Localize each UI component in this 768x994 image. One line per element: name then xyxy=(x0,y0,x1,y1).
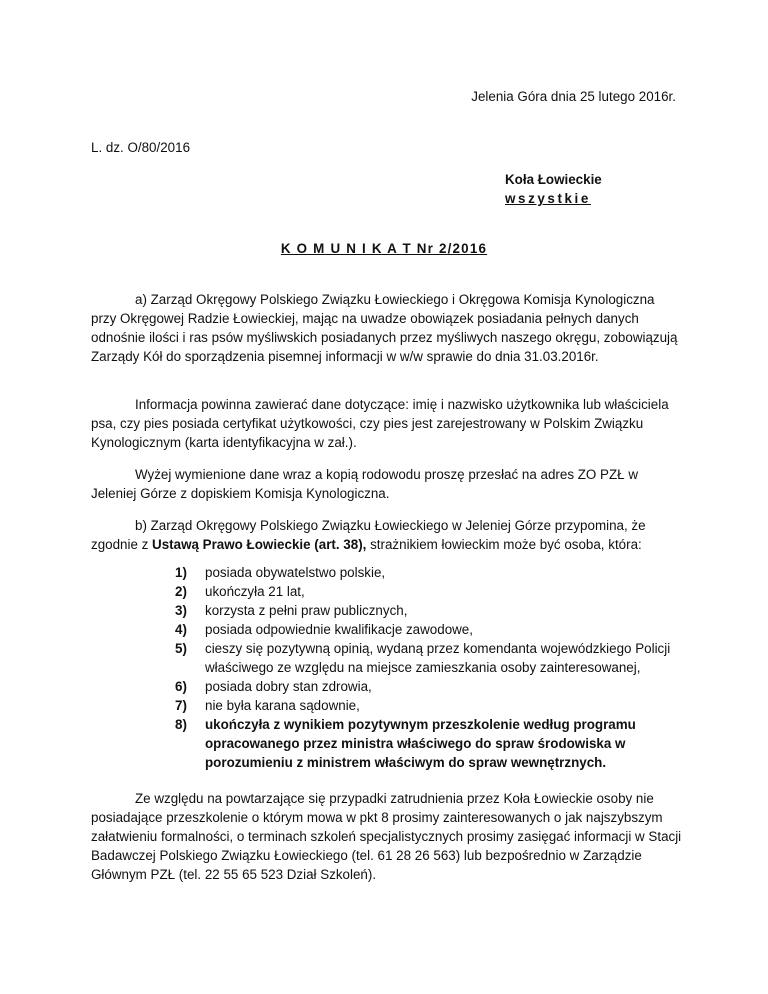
paragraph-4 xyxy=(91,516,683,554)
paragraph-3 xyxy=(91,465,683,503)
list-item-text: ukończyła 21 lat, xyxy=(205,584,305,599)
paragraph-2 xyxy=(91,395,683,452)
list-item xyxy=(175,715,675,772)
list-item xyxy=(175,601,675,620)
list-item xyxy=(175,620,675,639)
list-item-number: 7) xyxy=(175,698,187,713)
list-item-text: cieszy się pozytywną opinią, wydaną przez komendanta wojewódzkiego Policji właściwego ze względu na miejsce zamieszkania osoby zainteresowanej, xyxy=(205,641,671,675)
list-item xyxy=(175,677,675,696)
list-item-number: 3) xyxy=(175,603,187,618)
paragraph-2-text: Informacja powinna zawierać dane dotyczące: imię i nazwisko użytkownika lub właściciela psa, czy pies posiada certyfikat użytkowości, czy pies jest zarejestrowany w Polskim Związku Kynologicznym (karta identyfikacyjna w zał.). xyxy=(91,397,669,450)
addressee-line1: Koła Łowieckie xyxy=(505,172,602,187)
paragraph-4-text xyxy=(91,516,683,554)
paragraph-5 xyxy=(91,789,683,884)
title-text: K O M U N I K A T Nr 2/2016 xyxy=(280,241,488,256)
list-item-number: 4) xyxy=(175,622,187,637)
reference-number: L. dz. O/80/2016 xyxy=(91,140,191,155)
paragraph-3-text: Wyżej wymienione dane wraz a kopią rodowodu proszę przesłać na adres ZO PZŁ w Jeleniej Górze z dopiskiem Komisja Kynologiczna. xyxy=(91,467,639,501)
list-item-text: ukończyła z wynikiem pozytywnym przeszkolenie według programu opracowanego przez ministra właściwego do spraw środowiska w porozumieniu z ministrem właściwym do spraw wewnętrznych. xyxy=(205,717,636,770)
list-item-text: posiada obywatelstwo polskie, xyxy=(205,565,386,580)
paragraph-4-start: b) Zarząd Okręgowy Polskiego Związku Łowieckiego w Jeleniej Górze przypomina, że zgodnie z xyxy=(91,518,646,552)
document-title xyxy=(0,239,768,258)
addressee-line2: wszystkie xyxy=(505,191,591,206)
list-item-text: posiada odpowiednie kwalifikacje zawodowe, xyxy=(205,622,473,637)
paragraph-4-end: strażnikiem łowieckim może być osoba, która: xyxy=(366,537,642,552)
list-item-number: 2) xyxy=(175,584,187,599)
paragraph-5-text: Ze względu na powtarzające się przypadki zatrudnienia przez Koła Łowieckie osoby nie posiadające przeszkolenie o którym mowa w pkt 8 prosimy zainteresowanych o jak najszybszym załatwieniu formalności, o terminach szkoleń specjalistycznych prosimy zasięgać informacji w Stacji Badawczej Polskiego Związku Łowieckiego (tel. 61 28 26 563) lub bezpośrednio w Zarządzie Głównym PZŁ (tel. 22 55 65 523 Dział Szkoleń). xyxy=(91,791,682,882)
list-item-text: nie była karana sądownie, xyxy=(205,698,360,713)
list-item-text: posiada dobry stan zdrowia, xyxy=(205,679,372,694)
list-item xyxy=(175,563,675,582)
paragraph-1-text: a) Zarząd Okręgowy Polskiego Związku Łowieckiego i Okręgowa Komisja Kynologiczna przy Okręgowej Radzie Łowieckiej, mając na uwadze obowiązek posiadania pełnych danych odnośnie ilości i ras psów myśliwskich posiadanych przez myśliwych naszego okręgu, zobowiązują Zarządy Kół do sporządzenia pisemnej informacji w w/w sprawie do dnia 31.03.2016r. xyxy=(91,292,678,364)
date-line: Jelenia Góra dnia 25 lutego 2016r. xyxy=(471,89,676,104)
list-item xyxy=(175,582,675,601)
list-item xyxy=(175,639,675,677)
paragraph-1 xyxy=(91,290,683,366)
list-item-number: 1) xyxy=(175,565,187,580)
requirements-list xyxy=(175,563,675,772)
list-item-number: 6) xyxy=(175,679,187,694)
list-item-number: 5) xyxy=(175,641,187,656)
law-reference: Ustawą Prawo Łowieckie (art. 38), xyxy=(152,537,367,552)
list-item-text: korzysta z pełni praw publicznych, xyxy=(205,603,408,618)
list-item-number: 8) xyxy=(175,717,187,732)
list-item xyxy=(175,696,675,715)
addressee xyxy=(505,170,602,208)
